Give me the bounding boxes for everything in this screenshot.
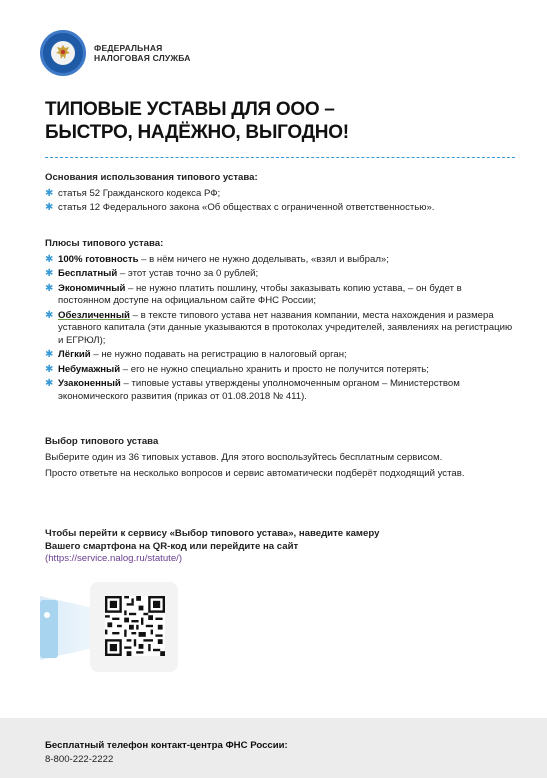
list-item <box>45 349 515 362</box>
plus-text: – не нужно подавать на регистрацию в налоговый орган; <box>90 349 347 360</box>
plus-text: – в нём ничего не нужно доделывать, «взял и выбрал»; <box>138 253 389 265</box>
plus-text: – типовые уставы утверждены уполномоченным органом – Министерством экономического развития (приказ от 01.08.2018 № 411). <box>58 378 460 402</box>
list-item <box>45 283 515 308</box>
pluses-section <box>45 238 515 405</box>
basis-item-text: статья 12 Федерального закона «Об обществах с ограниченной ответственностью». <box>58 202 435 213</box>
qr-code-icon[interactable] <box>105 596 165 656</box>
footer-label: Бесплатный телефон контакт-центра ФНС России: <box>45 740 288 751</box>
list-item <box>45 378 515 403</box>
basis-title: Основания использования типового устава: <box>45 172 258 183</box>
plus-bold: Экономичный <box>58 282 126 294</box>
basis-section <box>45 172 515 217</box>
service-link[interactable]: (https://service.nalog.ru/statute/) <box>45 553 183 564</box>
list-item <box>45 364 515 377</box>
cta-line1: Чтобы перейти к сервису «Выбор типового устава», наведите камеру <box>45 528 380 539</box>
footer-text <box>45 739 288 767</box>
plus-bold: Небумажный <box>58 363 121 375</box>
choice-title: Выбор типового устава <box>45 436 159 447</box>
star-bullet-icon: ✱ <box>45 309 54 321</box>
pluses-list <box>45 254 515 404</box>
star-bullet-icon: ✱ <box>45 268 54 279</box>
plus-bold: Узаконенный <box>58 378 121 389</box>
star-bullet-icon: ✱ <box>45 253 54 265</box>
plus-text: – в тексте типового устава нет названия компании, места нахождения и размера уставного капитала (эти данные указываются в протоколах учредителей, заявлениях на регистрацию и ЕГРЮЛ); <box>58 309 513 346</box>
choice-paragraph-2: Просто ответьте на несколько вопросов и сервис автоматически подберёт подходящий устав. <box>45 468 465 479</box>
plus-bold: Лёгкий <box>58 349 91 360</box>
header <box>40 30 194 76</box>
footer <box>0 718 547 778</box>
plus-bold: 100% готовность <box>58 253 139 265</box>
star-bullet-icon: ✱ <box>45 187 54 199</box>
org-name <box>94 43 194 63</box>
star-bullet-icon: ✱ <box>45 349 54 360</box>
list-item <box>45 268 515 281</box>
qr-area <box>40 582 182 674</box>
divider <box>45 157 515 158</box>
plus-text: – его не нужно специально хранить и просто не получится потерять; <box>120 363 429 375</box>
star-bullet-icon: ✱ <box>45 363 54 375</box>
list-item <box>45 254 515 267</box>
footer-phone[interactable]: 8-800-222-2222 <box>45 754 114 765</box>
star-bullet-icon: ✱ <box>45 378 54 389</box>
cta-line2: Вашего смартфона на QR-код или перейдите на сайт <box>45 540 299 552</box>
plus-text: – не нужно платить пошлину, чтобы заказывать копию устава, – он будет в постоянном доступе на официальном сайте ФНС России; <box>58 282 462 306</box>
plus-bold: Обезличенный <box>58 309 130 321</box>
cta-section <box>45 528 515 566</box>
star-bullet-icon: ✱ <box>45 202 54 213</box>
plus-bold: Бесплатный <box>58 268 118 279</box>
fns-emblem-icon <box>40 30 86 76</box>
list-item <box>45 310 515 348</box>
star-bullet-icon: ✱ <box>45 282 54 294</box>
org-name-line2: НАЛОГОВАЯ СЛУЖБА <box>94 53 191 63</box>
basis-item-text: статья 52 Гражданского кодекса РФ; <box>58 187 221 199</box>
title-line2: БЫСТРО, НАДЁЖНО, ВЫГОДНО! <box>45 122 349 143</box>
phone-icon <box>40 600 58 658</box>
list-item <box>45 188 515 201</box>
org-name-line1: ФЕДЕРАЛЬНАЯ <box>94 43 163 53</box>
list-item <box>45 202 515 215</box>
pluses-title: Плюсы типового устава: <box>45 238 164 249</box>
basis-list <box>45 188 515 215</box>
page-title <box>45 98 505 144</box>
choice-section <box>45 436 515 485</box>
choice-paragraph-1: Выберите один из 36 типовых уставов. Для этого воспользуйтесь бесплатным сервисом. <box>45 451 443 463</box>
plus-text: – этот устав точно за 0 рублей; <box>117 268 259 279</box>
title-line1: ТИПОВЫЕ УСТАВЫ ДЛЯ ООО – <box>45 99 335 120</box>
